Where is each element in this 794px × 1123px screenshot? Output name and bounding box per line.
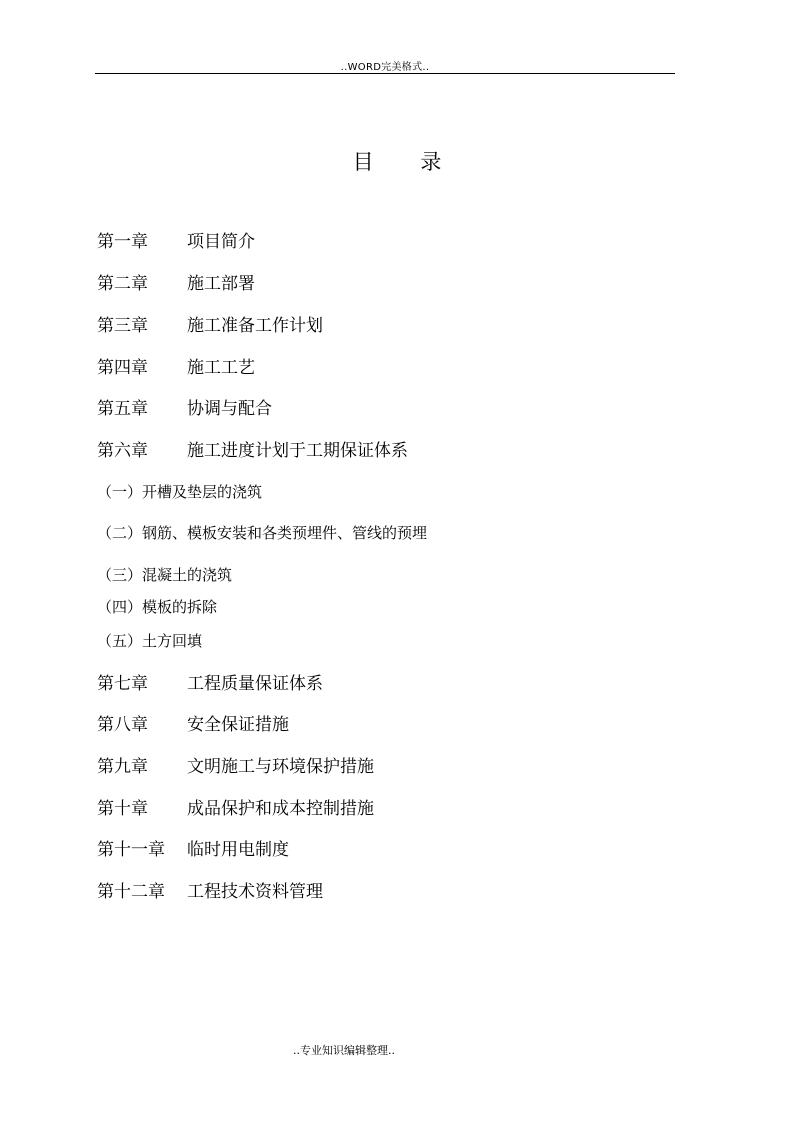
chapter-title: 施工准备工作计划 xyxy=(187,316,323,336)
chapter-title: 协调与配合 xyxy=(187,399,272,419)
toc-entry-chapter-9[interactable] xyxy=(97,756,374,778)
chapter-number: 第四章 xyxy=(97,358,148,378)
chapter-title: 安全保证措施 xyxy=(187,715,289,735)
toc-subsection-4[interactable]: （四）模板的拆除 xyxy=(97,598,218,616)
page-footer: ..专业知识编辑整理.. xyxy=(293,1044,395,1057)
chapter-number: 第三章 xyxy=(97,316,148,336)
toc-entry-chapter-6[interactable] xyxy=(97,440,408,462)
toc-entry-chapter-11[interactable] xyxy=(97,839,289,861)
toc-entry-chapter-3[interactable] xyxy=(97,315,323,337)
toc-entry-chapter-4[interactable] xyxy=(97,357,255,379)
toc-entry-chapter-12[interactable] xyxy=(97,881,323,903)
toc-subsection-2[interactable]: （二）钢筋、模板安装和各类预埋件、管线的预埋 xyxy=(97,524,428,542)
chapter-title: 成品保护和成本控制措施 xyxy=(187,799,374,819)
toc-entry-chapter-1[interactable] xyxy=(97,231,255,253)
chapter-number: 第十二章 xyxy=(97,882,165,902)
chapter-number: 第十一章 xyxy=(97,840,165,860)
chapter-number: 第十章 xyxy=(97,799,148,819)
chapter-title: 文明施工与环境保护措施 xyxy=(187,757,374,777)
toc-entry-chapter-8[interactable] xyxy=(97,714,289,736)
chapter-number: 第九章 xyxy=(97,757,148,777)
chapter-title: 施工工艺 xyxy=(187,358,255,378)
chapter-title: 施工进度计划于工期保证体系 xyxy=(187,441,408,461)
page-header: ..WORD完美格式.. xyxy=(340,62,430,73)
chapter-number: 第八章 xyxy=(97,715,148,735)
chapter-title: 工程技术资料管理 xyxy=(187,882,323,902)
chapter-title: 项目简介 xyxy=(187,232,255,252)
chapter-number: 第一章 xyxy=(97,232,148,252)
toc-entry-chapter-5[interactable] xyxy=(97,398,272,420)
toc-subsection-1[interactable]: （一）开槽及垫层的浇筑 xyxy=(97,483,263,501)
chapter-number: 第五章 xyxy=(97,399,148,419)
toc-subsection-3[interactable]: （三）混凝土的浇筑 xyxy=(97,566,233,584)
chapter-title: 工程质量保证体系 xyxy=(187,674,323,694)
header-rule xyxy=(95,73,675,74)
toc-entry-chapter-2[interactable] xyxy=(97,273,255,295)
chapter-number: 第二章 xyxy=(97,274,148,294)
chapter-title: 施工部署 xyxy=(187,274,255,294)
chapter-number: 第六章 xyxy=(97,441,148,461)
toc-entry-chapter-10[interactable] xyxy=(97,798,374,820)
chapter-number: 第七章 xyxy=(97,674,148,694)
toc-entry-chapter-7[interactable] xyxy=(97,673,323,695)
toc-subsection-5[interactable]: （五）土方回填 xyxy=(97,632,203,650)
chapter-title: 临时用电制度 xyxy=(187,840,289,860)
toc-title: 目 录 xyxy=(352,150,462,174)
